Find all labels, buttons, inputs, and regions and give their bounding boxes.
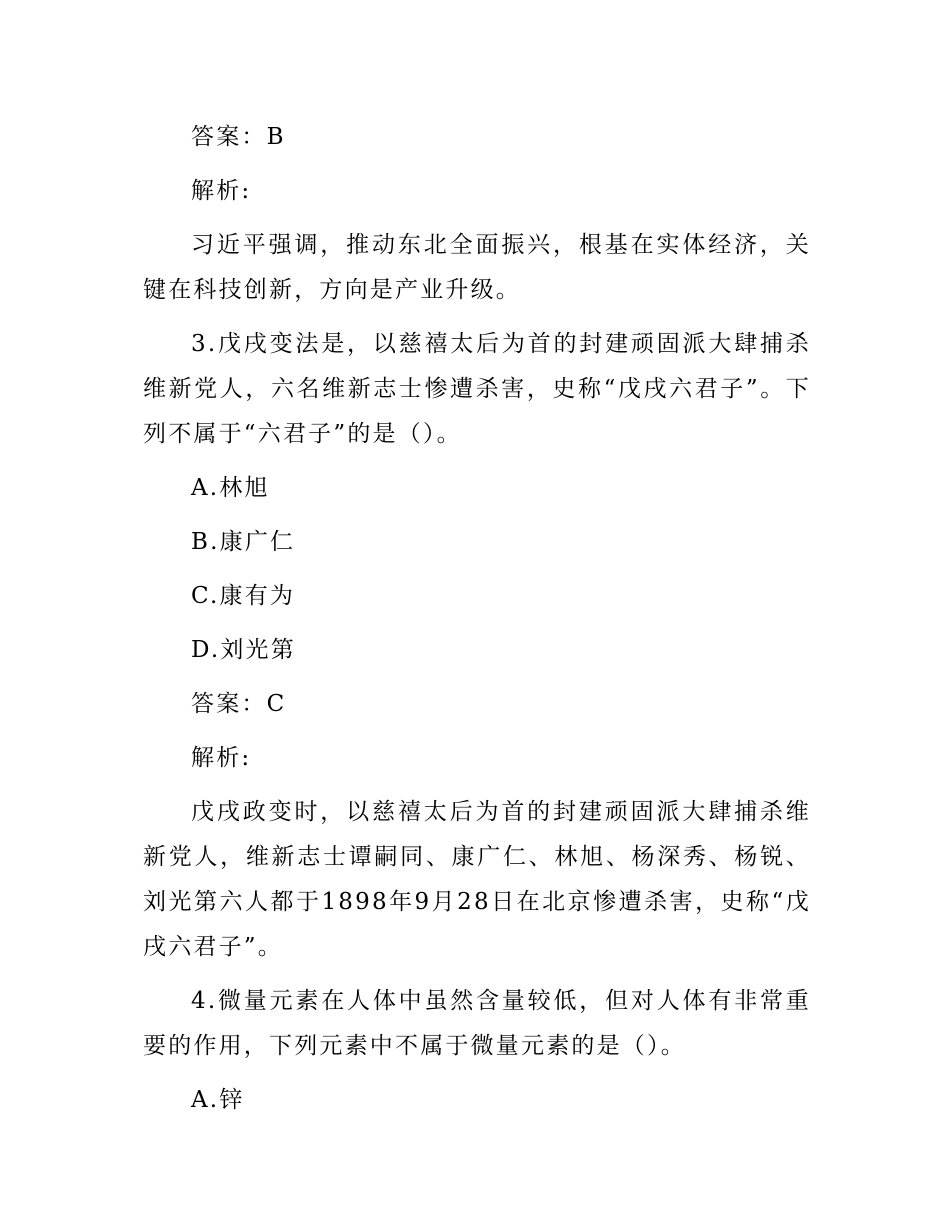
option-d: D.刘光第	[191, 637, 296, 663]
analysis-text: 戊戌政变时，以慈禧太后为首的封建顽固派大肆捕杀维新党人，维新志士谭嗣同、康广仁、林旭、杨深秀、杨锐、刘光第六人都于1898年9月28日在北京惨遭杀害，史称“戊戌六君子”。	[143, 799, 811, 960]
option-a: A.锌	[191, 1087, 245, 1113]
analysis-label: 解析:	[191, 745, 252, 771]
option-a: A.林旭	[191, 475, 270, 501]
document-body	[143, 115, 811, 1132]
analysis-text: 习近平强调，推动东北全面振兴，根基在实体经济，关键在科技创新，方向是产业升级。	[143, 232, 811, 303]
question-4: 4.微量元素在人体中虽然含量较低，但对人体有非常重要的作用，下列元素中不属于微量元素的是（）。	[143, 988, 811, 1059]
analysis-label: 解析:	[191, 178, 252, 204]
answer-line: 答案：C	[191, 691, 287, 717]
option-c: C.康有为	[191, 583, 296, 609]
question-3: 3.戊戌变法是，以慈禧太后为首的封建顽固派大肆捕杀维新党人，六名维新志士惨遭杀害，史称“戊戌六君子”。下列不属于“六君子”的是（）。	[143, 331, 811, 447]
option-b: B.康广仁	[191, 529, 296, 555]
answer-line: 答案：B	[191, 124, 286, 150]
